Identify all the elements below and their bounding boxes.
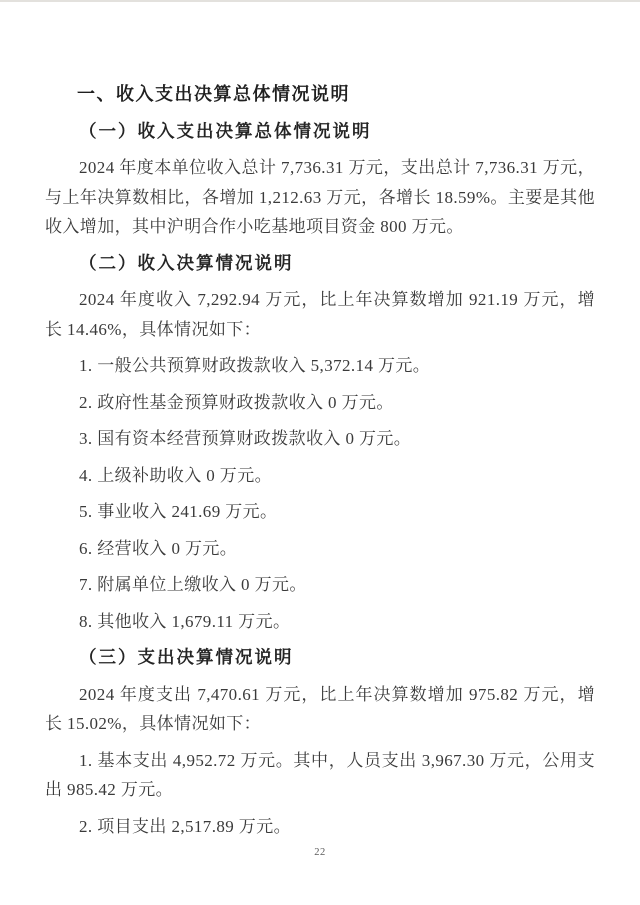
income-item-3: 3. 国有资本经营预算财政拨款收入 0 万元。 xyxy=(79,429,412,448)
expenditure-summary-paragraph: 2024 年度支出 7,470.61 万元，比上年决算数增加 975.82 万元，增长 15.02%，具体情况如下： xyxy=(45,684,595,733)
expenditure-item-1: 1. 基本支出 4,952.72 万元。其中，人员支出 3,967.30 万元，公用支出 985.42 万元。 xyxy=(45,750,595,799)
scan-edge-artifact xyxy=(0,0,640,2)
income-item-5: 5. 事业收入 241.69 万元。 xyxy=(79,502,278,521)
income-summary-paragraph: 2024 年度收入 7,292.94 万元，比上年决算数增加 921.19 万元，增长 14.46%，具体情况如下： xyxy=(45,290,595,339)
income-item-1: 1. 一般公共预算财政拨款收入 5,372.14 万元。 xyxy=(79,356,431,375)
page-number: 22 xyxy=(314,846,326,858)
income-item-6: 6. 经营收入 0 万元。 xyxy=(79,538,238,558)
subsection-3-title: （三）支出决算情况说明 xyxy=(79,647,294,667)
subsection-1-title: （一）收入支出决算总体情况说明 xyxy=(79,120,372,141)
overall-summary-paragraph: 2024 年度本单位收入总计 7,736.31 万元，支出总计 7,736.31 万元，与上年决算数相比，各增加 1,212.63 万元，各增长 18.59%。主要是其他收入增加，其中沪明合作小吃基地项目资金 800 万元。 xyxy=(45,158,595,236)
income-item-8: 8. 其他收入 1,679.11 万元。 xyxy=(79,611,291,631)
income-item-7: 7. 附属单位上缴收入 0 万元。 xyxy=(79,575,307,594)
subsection-2-title: （二）收入决算情况说明 xyxy=(79,252,294,273)
expenditure-item-2: 2. 项目支出 2,517.89 万元。 xyxy=(79,816,291,836)
income-item-4: 4. 上级补助收入 0 万元。 xyxy=(79,465,272,485)
income-item-2: 2. 政府性基金预算财政拨款收入 0 万元。 xyxy=(79,392,394,412)
section-title: 一、收入支出决算总体情况说明 xyxy=(77,84,350,104)
